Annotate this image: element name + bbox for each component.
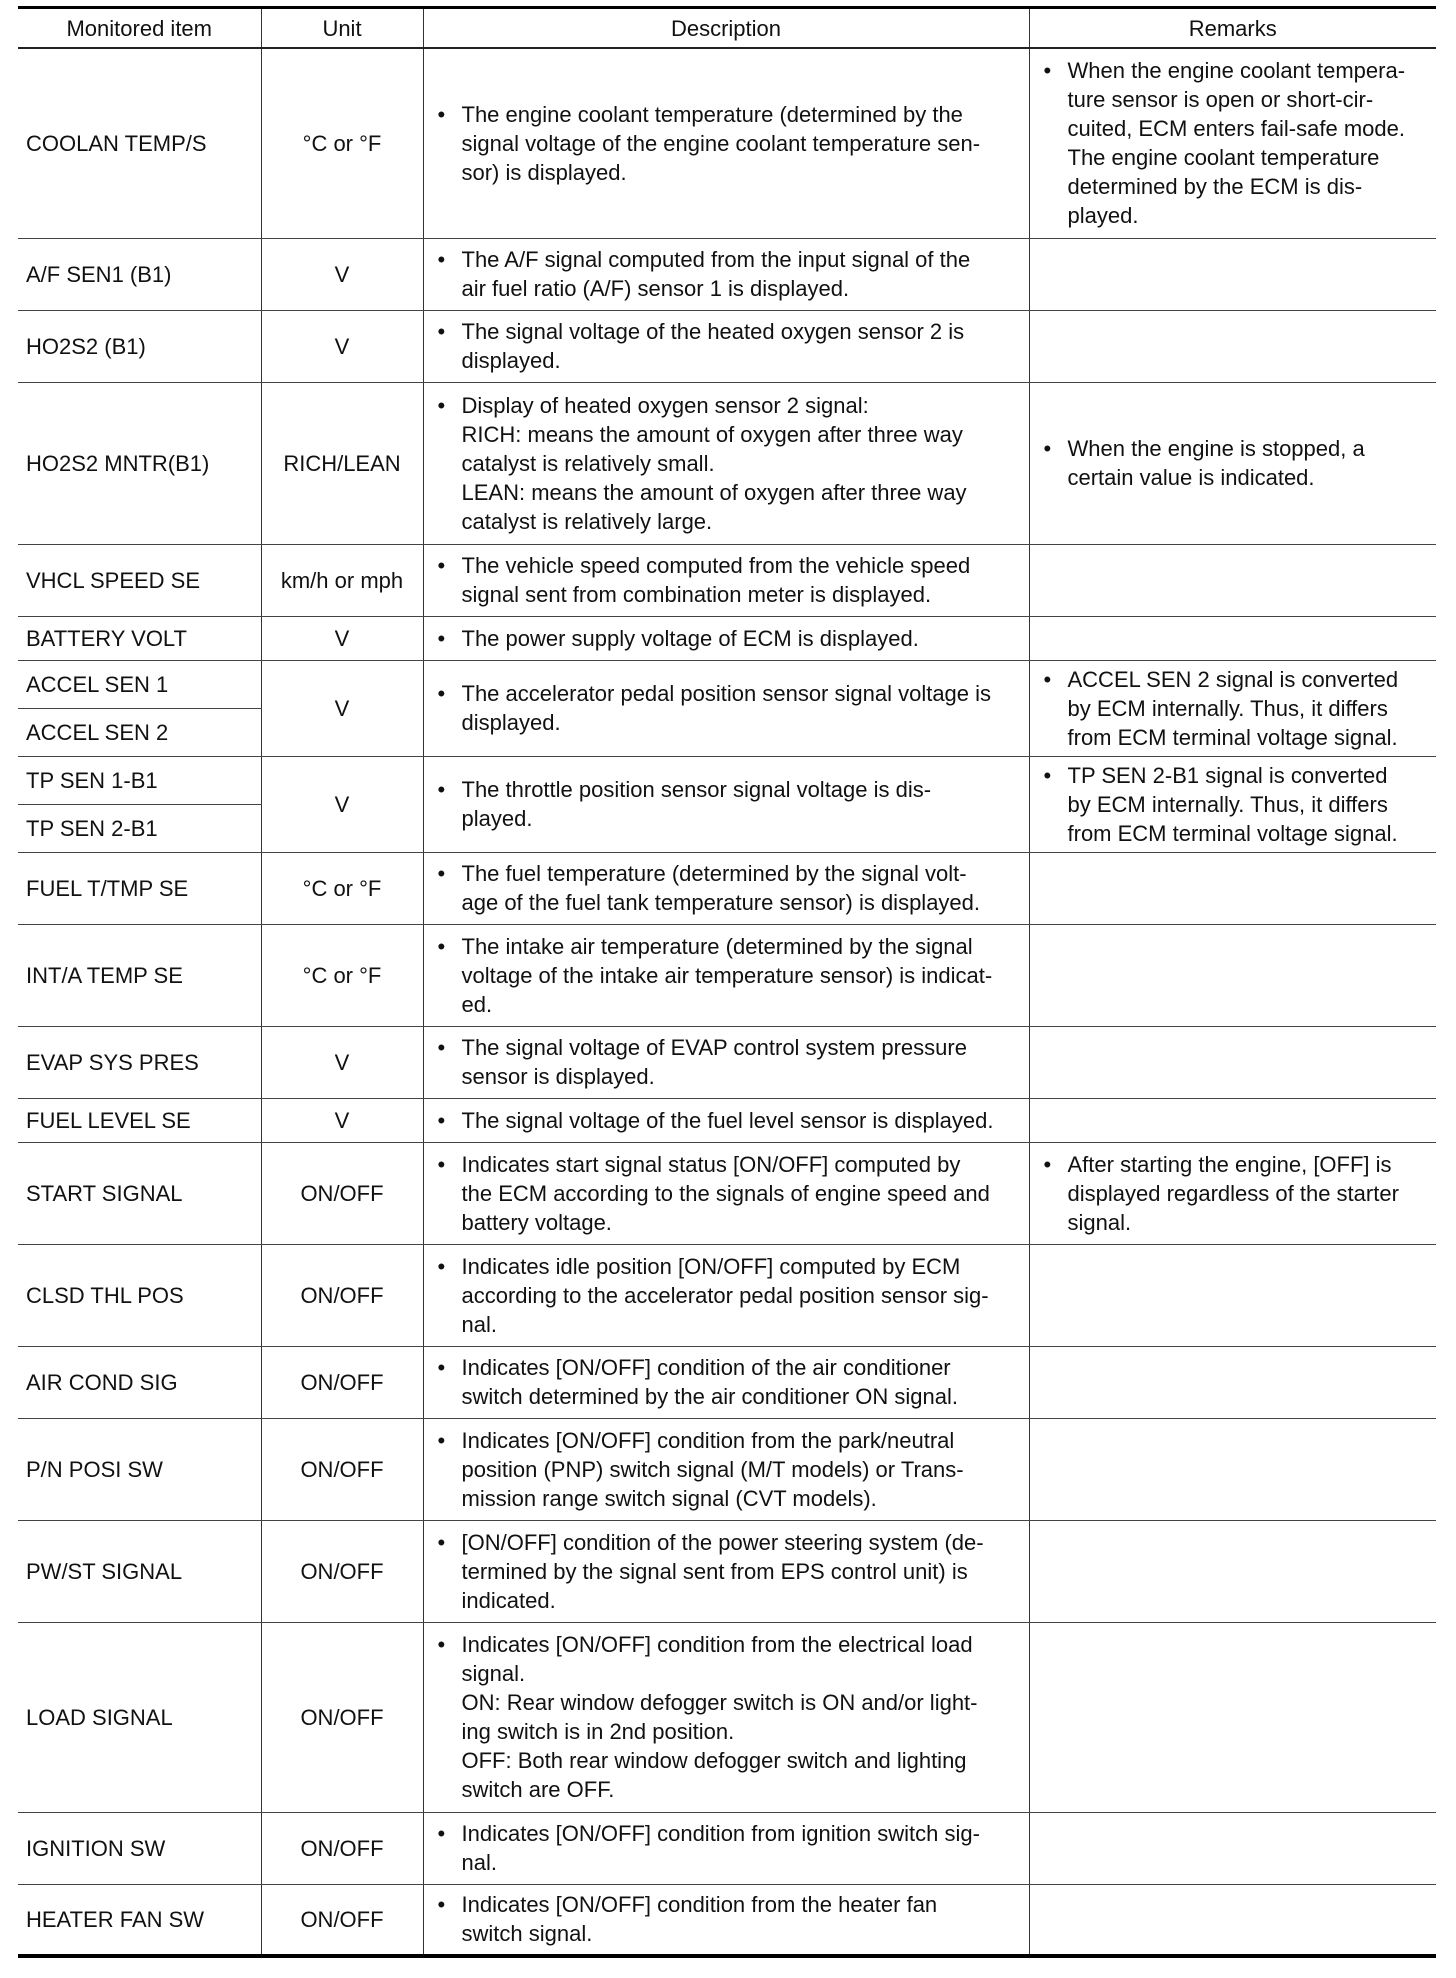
remarks-cell xyxy=(1029,310,1436,382)
remarks-cell xyxy=(1029,1026,1436,1098)
remarks-line: signal. xyxy=(1067,1209,1132,1235)
monitored-item-cell: LOAD SIGNAL xyxy=(18,1622,261,1812)
description-text xyxy=(462,1353,1021,1411)
description-cell xyxy=(423,1098,1029,1142)
description-cell xyxy=(423,310,1029,382)
description-bullet-item xyxy=(432,391,1021,536)
description-bullet-item xyxy=(432,1106,1021,1135)
unit-cell: ON/OFF xyxy=(261,1244,423,1346)
remarks-bullet-item xyxy=(1038,761,1429,848)
monitored-item-cell: HO2S2 MNTR(B1) xyxy=(18,382,261,544)
description-text xyxy=(462,1819,1021,1877)
bullet-icon: • xyxy=(437,1151,446,1177)
remarks-line: displayed regardless of the starter xyxy=(1067,1180,1399,1206)
description-line: The signal voltage of the fuel level sensor is displayed. xyxy=(461,1107,994,1133)
description-line: Indicates idle position [ON/OFF] computed by ECM xyxy=(461,1253,961,1279)
unit-cell: V xyxy=(261,310,423,382)
description-line: signal. xyxy=(461,1661,526,1686)
remarks-line: from ECM terminal voltage signal. xyxy=(1067,724,1398,750)
bullet-icon: • xyxy=(437,625,446,651)
description-line: played. xyxy=(461,806,533,831)
remarks-line: played. xyxy=(1067,203,1139,229)
remarks-text xyxy=(1068,1150,1429,1237)
header-unit: Unit xyxy=(261,8,423,49)
monitored-item-cell: AIR COND SIG xyxy=(18,1346,261,1418)
monitored-item-cell: A/F SEN1 (B1) xyxy=(18,238,261,310)
table-row xyxy=(18,1026,1436,1098)
description-line: signal sent from combination meter is displayed. xyxy=(461,582,932,607)
description-line: catalyst is relatively large. xyxy=(461,508,713,534)
description-bullet-item xyxy=(432,1353,1021,1411)
header-remarks: Remarks xyxy=(1029,8,1436,49)
description-line: catalyst is relatively small. xyxy=(461,450,715,476)
remarks-line: TP SEN 2-B1 signal is converted xyxy=(1067,762,1388,788)
remarks-cell xyxy=(1029,660,1436,756)
bullet-icon: • xyxy=(437,553,446,578)
unit-cell: V xyxy=(261,1026,423,1098)
table-row xyxy=(18,310,1436,382)
unit-cell: V xyxy=(261,756,423,852)
description-bullet-item xyxy=(432,1150,1021,1237)
bullet-icon: • xyxy=(1043,436,1052,461)
description-line: The signal voltage of the heated oxygen sensor 2 is xyxy=(461,319,965,344)
unit-cell: V xyxy=(261,616,423,660)
description-text xyxy=(462,1426,1021,1513)
monitored-item-cell: HEATER FAN SW xyxy=(18,1884,261,1956)
description-line: according to the accelerator pedal position sensor sig- xyxy=(461,1282,989,1308)
description-line: The power supply voltage of ECM is displayed. xyxy=(461,625,919,651)
monitored-item-cell: START SIGNAL xyxy=(18,1142,261,1244)
bullet-icon: • xyxy=(437,1632,446,1657)
description-bullet-item xyxy=(432,1819,1021,1877)
description-line: The engine coolant temperature (determined by the xyxy=(461,101,963,127)
remarks-cell xyxy=(1029,756,1436,852)
remarks-bullet-item xyxy=(1038,56,1429,230)
remarks-cell xyxy=(1029,924,1436,1026)
remarks-line: When the engine coolant tempera- xyxy=(1067,58,1406,84)
description-line: ON: Rear window defogger switch is ON and/or light- xyxy=(461,1690,978,1715)
description-cell xyxy=(423,1520,1029,1622)
remarks-cell xyxy=(1029,544,1436,616)
bullet-icon: • xyxy=(437,1821,446,1846)
description-text xyxy=(462,1528,1021,1615)
monitored-item-cell: FUEL LEVEL SE xyxy=(18,1098,261,1142)
table-row xyxy=(18,756,1436,804)
unit-cell: ON/OFF xyxy=(261,1520,423,1622)
monitored-item-cell: IGNITION SW xyxy=(18,1812,261,1884)
description-line: The A/F signal computed from the input signal of the xyxy=(461,247,971,272)
description-bullet-item xyxy=(432,859,1021,917)
table-header-row xyxy=(18,8,1436,49)
remarks-line: certain value is indicated. xyxy=(1067,465,1315,490)
description-line: nal. xyxy=(461,1850,497,1875)
description-cell xyxy=(423,1026,1029,1098)
monitored-item-cell: FUEL T/TMP SE xyxy=(18,852,261,924)
monitored-item-cell: TP SEN 1-B1 xyxy=(18,756,261,804)
description-cell xyxy=(423,1244,1029,1346)
unit-cell: °C or °F xyxy=(261,852,423,924)
bullet-icon: • xyxy=(1043,666,1052,692)
bullet-icon: • xyxy=(1043,1151,1052,1177)
description-line: The fuel temperature (determined by the signal volt- xyxy=(461,861,967,886)
bullet-icon: • xyxy=(437,392,446,418)
remarks-cell xyxy=(1029,1812,1436,1884)
description-line: LEAN: means the amount of oxygen after three way xyxy=(461,479,967,505)
remarks-cell xyxy=(1029,616,1436,660)
description-line: sensor is displayed. xyxy=(461,1064,655,1089)
description-line: position (PNP) switch signal (M/T models) or Trans- xyxy=(461,1456,964,1482)
description-line: The throttle position sensor signal voltage is dis- xyxy=(461,777,932,802)
description-cell xyxy=(423,1142,1029,1244)
description-line: The intake air temperature (determined by the signal xyxy=(461,933,973,959)
description-text xyxy=(462,1106,1021,1135)
description-bullet-item xyxy=(432,679,1021,737)
bullet-icon: • xyxy=(437,1355,446,1380)
monitored-item-cell: ACCEL SEN 1 xyxy=(18,660,261,708)
bullet-icon: • xyxy=(437,681,446,706)
description-cell xyxy=(423,48,1029,238)
description-bullet-item xyxy=(432,317,1021,375)
description-cell xyxy=(423,852,1029,924)
unit-cell: ON/OFF xyxy=(261,1346,423,1418)
description-bullet-item xyxy=(432,1426,1021,1513)
description-line: The accelerator pedal position sensor signal voltage is xyxy=(461,681,992,706)
remarks-cell xyxy=(1029,1520,1436,1622)
monitored-item-cell: ACCEL SEN 2 xyxy=(18,708,261,756)
description-text xyxy=(462,775,1021,833)
unit-cell: ON/OFF xyxy=(261,1812,423,1884)
bullet-icon: • xyxy=(437,1427,446,1453)
description-text xyxy=(462,1630,1021,1804)
table-row xyxy=(18,1098,1436,1142)
description-cell xyxy=(423,756,1029,852)
description-line: age of the fuel tank temperature sensor) is displayed. xyxy=(461,890,981,915)
monitored-item-cell: BATTERY VOLT xyxy=(18,616,261,660)
remarks-text xyxy=(1068,665,1429,752)
table-row xyxy=(18,1244,1436,1346)
unit-cell: km/h or mph xyxy=(261,544,423,616)
description-line: The signal voltage of EVAP control system pressure xyxy=(461,1035,967,1060)
table-row xyxy=(18,382,1436,544)
description-line: displayed. xyxy=(461,348,561,373)
description-bullet-item xyxy=(432,100,1021,187)
description-line: Display of heated oxygen sensor 2 signal: xyxy=(461,392,869,418)
description-text xyxy=(462,624,1021,653)
remarks-line: by ECM internally. Thus, it differs xyxy=(1067,791,1388,817)
description-cell xyxy=(423,616,1029,660)
description-bullet-item xyxy=(432,1528,1021,1615)
unit-cell: ON/OFF xyxy=(261,1418,423,1520)
remarks-bullet-item xyxy=(1038,434,1429,492)
remarks-line: After starting the engine, [OFF] is xyxy=(1067,1151,1392,1177)
description-text xyxy=(462,679,1021,737)
description-text xyxy=(462,932,1021,1019)
monitored-item-cell: TP SEN 2-B1 xyxy=(18,804,261,852)
unit-cell: V xyxy=(261,238,423,310)
monitored-item-cell: COOLAN TEMP/S xyxy=(18,48,261,238)
remarks-cell xyxy=(1029,1098,1436,1142)
bullet-icon: • xyxy=(1043,762,1052,788)
description-bullet-item xyxy=(432,1890,1021,1948)
description-bullet-item xyxy=(432,932,1021,1019)
description-line: switch signal. xyxy=(461,1921,593,1947)
table-row xyxy=(18,544,1436,616)
description-line: sor) is displayed. xyxy=(461,159,627,185)
bullet-icon: • xyxy=(437,933,446,959)
description-line: air fuel ratio (A/F) sensor 1 is displayed. xyxy=(461,276,850,301)
description-line: the ECM according to the signals of engine speed and xyxy=(461,1180,990,1206)
table-row xyxy=(18,1520,1436,1622)
description-line: signal voltage of the engine coolant temperature sen- xyxy=(461,130,981,156)
description-text xyxy=(462,551,1021,609)
unit-cell: ON/OFF xyxy=(261,1142,423,1244)
header-description: Description xyxy=(423,8,1029,49)
table-row xyxy=(18,1812,1436,1884)
monitored-item-cell: CLSD THL POS xyxy=(18,1244,261,1346)
description-bullet-item xyxy=(432,624,1021,653)
description-line: switch determined by the air conditioner ON signal. xyxy=(461,1384,958,1409)
description-line: mission range switch signal (CVT models). xyxy=(461,1485,877,1511)
table-row xyxy=(18,1418,1436,1520)
unit-cell: V xyxy=(261,660,423,756)
remarks-line: ACCEL SEN 2 signal is converted xyxy=(1067,666,1399,692)
unit-cell: °C or °F xyxy=(261,924,423,1026)
remarks-cell xyxy=(1029,382,1436,544)
description-text xyxy=(462,1150,1021,1237)
description-cell xyxy=(423,238,1029,310)
bullet-icon: • xyxy=(437,1892,446,1918)
monitored-item-cell: P/N POSI SW xyxy=(18,1418,261,1520)
description-line: Indicates [ON/OFF] condition from ignition switch sig- xyxy=(461,1821,980,1846)
remarks-cell xyxy=(1029,238,1436,310)
header-monitored-item: Monitored item xyxy=(18,8,261,49)
remarks-cell xyxy=(1029,1622,1436,1812)
description-cell xyxy=(423,382,1029,544)
description-line: nal. xyxy=(461,1311,497,1337)
remarks-line: from ECM terminal voltage signal. xyxy=(1067,820,1398,846)
bullet-icon: • xyxy=(1043,58,1052,84)
remarks-cell xyxy=(1029,1346,1436,1418)
description-text xyxy=(462,1252,1021,1339)
description-line: Indicates start signal status [ON/OFF] computed by xyxy=(461,1151,961,1177)
monitored-item-cell: EVAP SYS PRES xyxy=(18,1026,261,1098)
description-bullet-item xyxy=(432,1033,1021,1091)
description-bullet-item xyxy=(432,245,1021,303)
description-bullet-item xyxy=(432,1252,1021,1339)
description-text xyxy=(462,100,1021,187)
remarks-cell xyxy=(1029,1418,1436,1520)
remarks-line: by ECM internally. Thus, it differs xyxy=(1067,695,1388,721)
description-cell xyxy=(423,1418,1029,1520)
bullet-icon: • xyxy=(437,101,446,127)
table-row xyxy=(18,924,1436,1026)
description-cell xyxy=(423,924,1029,1026)
description-text xyxy=(462,1890,1021,1948)
description-line: termined by the signal sent from EPS control unit) is xyxy=(461,1558,968,1584)
table-row xyxy=(18,616,1436,660)
description-bullet-item xyxy=(432,775,1021,833)
unit-cell: ON/OFF xyxy=(261,1884,423,1956)
remarks-text xyxy=(1068,434,1429,492)
description-text xyxy=(462,859,1021,917)
remarks-cell xyxy=(1029,1142,1436,1244)
description-text xyxy=(462,1033,1021,1091)
description-line: voltage of the intake air temperature sensor) is indicat- xyxy=(461,962,993,988)
table-row xyxy=(18,48,1436,238)
table-row xyxy=(18,238,1436,310)
description-line: Indicates [ON/OFF] condition of the air conditioner xyxy=(461,1355,951,1380)
table-body xyxy=(18,48,1436,1956)
description-bullet-item xyxy=(432,551,1021,609)
remarks-cell xyxy=(1029,852,1436,924)
description-line: indicated. xyxy=(461,1587,556,1613)
remarks-bullet-item xyxy=(1038,665,1429,752)
remarks-text xyxy=(1068,761,1429,848)
bullet-icon: • xyxy=(437,777,446,802)
bullet-icon: • xyxy=(437,319,446,344)
table-row xyxy=(18,1884,1436,1956)
unit-cell: ON/OFF xyxy=(261,1622,423,1812)
remarks-line: ture sensor is open or short-cir- xyxy=(1067,87,1374,113)
remarks-line: determined by the ECM is dis- xyxy=(1067,174,1363,200)
description-line: switch are OFF. xyxy=(461,1777,615,1802)
description-cell xyxy=(423,1812,1029,1884)
description-line: ed. xyxy=(461,991,493,1017)
table-row xyxy=(18,1142,1436,1244)
description-cell xyxy=(423,1346,1029,1418)
description-line: battery voltage. xyxy=(461,1209,612,1235)
bullet-icon: • xyxy=(437,1035,446,1060)
description-text xyxy=(462,317,1021,375)
description-cell xyxy=(423,544,1029,616)
monitored-item-cell: INT/A TEMP SE xyxy=(18,924,261,1026)
bullet-icon: • xyxy=(437,247,446,272)
bullet-icon: • xyxy=(437,1529,446,1555)
table-row xyxy=(18,660,1436,708)
description-line: The vehicle speed computed from the vehicle speed xyxy=(461,553,971,578)
description-cell xyxy=(423,1622,1029,1812)
remarks-line: The engine coolant temperature xyxy=(1067,145,1380,171)
unit-cell: °C or °F xyxy=(261,48,423,238)
description-line: [ON/OFF] condition of the power steering system (de- xyxy=(461,1529,984,1555)
bullet-icon: • xyxy=(437,1107,446,1133)
monitored-item-cell: HO2S2 (B1) xyxy=(18,310,261,382)
remarks-cell xyxy=(1029,1244,1436,1346)
monitor-item-table xyxy=(18,6,1436,1958)
remarks-cell xyxy=(1029,48,1436,238)
description-line: Indicates [ON/OFF] condition from the heater fan xyxy=(461,1892,938,1918)
table-row xyxy=(18,1622,1436,1812)
unit-cell: V xyxy=(261,1098,423,1142)
table-row xyxy=(18,1346,1436,1418)
description-cell xyxy=(423,1884,1029,1956)
remarks-cell xyxy=(1029,1884,1436,1956)
description-line: RICH: means the amount of oxygen after three way xyxy=(461,421,963,447)
description-line: Indicates [ON/OFF] condition from the electrical load xyxy=(461,1632,973,1657)
bullet-icon: • xyxy=(437,1253,446,1279)
description-cell xyxy=(423,660,1029,756)
description-text xyxy=(462,245,1021,303)
description-bullet-item xyxy=(432,1630,1021,1804)
description-line: OFF: Both rear window defogger switch and lighting xyxy=(461,1748,967,1773)
description-line: displayed. xyxy=(461,710,561,735)
table-row xyxy=(18,852,1436,924)
description-line: ing switch is in 2nd position. xyxy=(461,1719,735,1744)
bullet-icon: • xyxy=(437,861,446,886)
remarks-line: When the engine is stopped, a xyxy=(1067,436,1365,461)
remarks-bullet-item xyxy=(1038,1150,1429,1237)
remarks-text xyxy=(1068,56,1429,230)
monitored-item-cell: VHCL SPEED SE xyxy=(18,544,261,616)
monitored-item-cell: PW/ST SIGNAL xyxy=(18,1520,261,1622)
description-text xyxy=(462,391,1021,536)
remarks-line: cuited, ECM enters fail-safe mode. xyxy=(1067,116,1405,142)
unit-cell: RICH/LEAN xyxy=(261,382,423,544)
description-line: Indicates [ON/OFF] condition from the park/neutral xyxy=(461,1427,955,1453)
